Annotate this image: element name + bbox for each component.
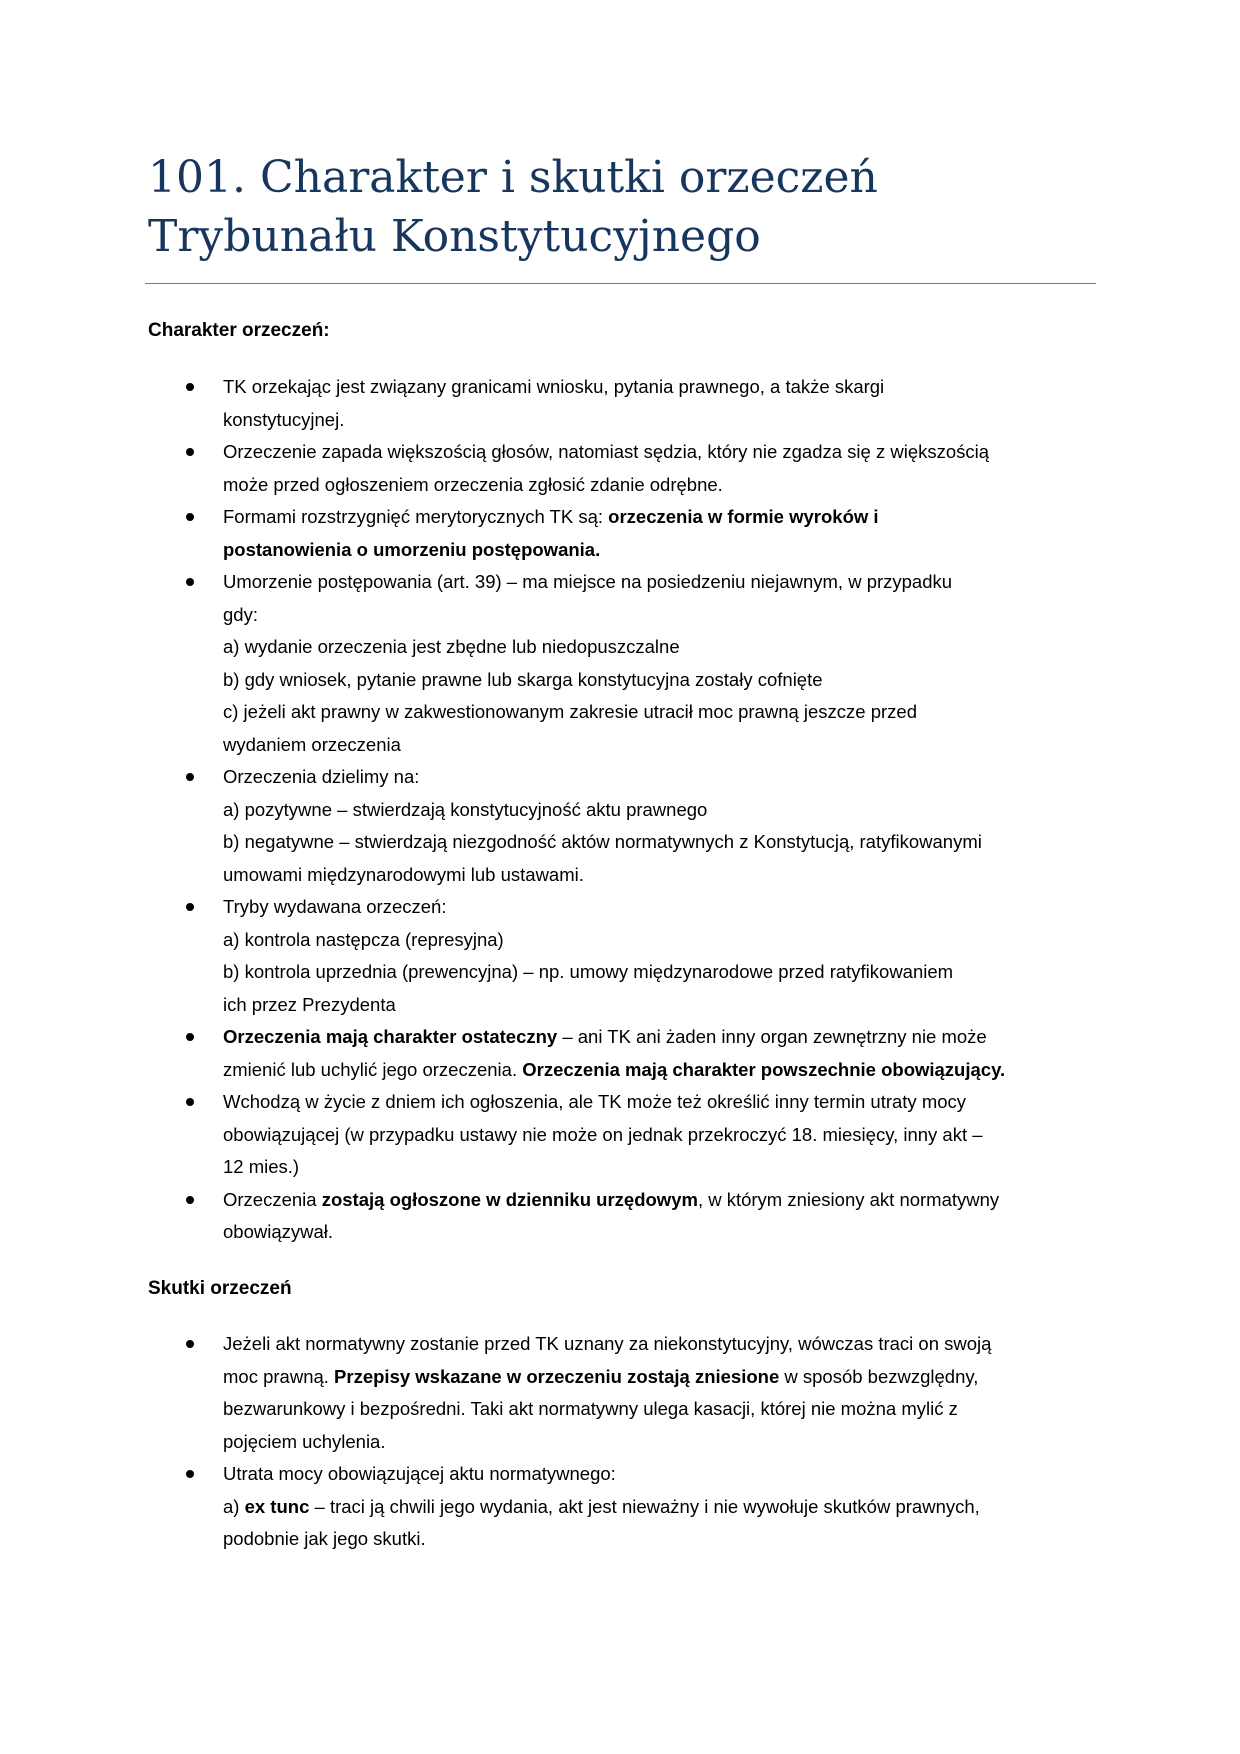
text-line: Tryby wydawana orzeczeń: <box>223 896 447 917</box>
bold-text: postanowienia o umorzeniu postępowania. <box>223 538 601 560</box>
bold-text: Przepisy wskazane w orzeczeniu zostają zniesione <box>334 1365 780 1387</box>
text-line <box>223 534 1090 567</box>
bullet-icon <box>186 1340 194 1348</box>
text-line: obowiązywał. <box>223 1221 334 1242</box>
text-line <box>223 1054 1090 1087</box>
text-line: obowiązującej (w przypadku ustawy nie może on jednak przekroczyć 18. miesięcy, inny akt – <box>223 1123 983 1145</box>
bold-text: zostają ogłoszone w dzienniku urzędowym <box>321 1188 698 1210</box>
text-line: b) negatywne – stwierdzają niezgodność aktów normatywnych z Konstytucją, ratyfikowanymi <box>223 831 982 852</box>
bullet-list-skutki <box>0 1328 1240 1556</box>
text-run: zmienić lub uchylić jego orzeczenia. <box>223 1058 523 1080</box>
text-line <box>223 1491 1090 1524</box>
list-item <box>0 436 1240 501</box>
text-line: c) jeżeli akt prawny w zakwestionowanym zakresie utracił moc prawną jeszcze przed <box>223 701 918 722</box>
document-title <box>148 148 1098 266</box>
title-line: 101. Charakter i skutki orzeczeń <box>148 152 878 203</box>
text-line <box>223 1184 1090 1217</box>
bullet-icon <box>186 1470 194 1478</box>
text-run: Orzeczenia <box>223 1188 322 1210</box>
list-item <box>0 1021 1240 1086</box>
text-line: Orzeczenie zapada większością głosów, natomiast sędzia, który nie zgadza się z większością <box>223 441 990 462</box>
text-line: pojęciem uchylenia. <box>223 1430 386 1452</box>
text-run: , w którym zniesiony akt normatywny <box>697 1188 1000 1210</box>
bullet-icon <box>186 448 194 456</box>
text-line: a) pozytywne – stwierdzają konstytucyjność aktu prawnego <box>223 798 708 820</box>
bullet-icon <box>186 1098 194 1106</box>
list-item <box>0 1086 1240 1184</box>
text-line: Orzeczenia dzielimy na: <box>223 766 420 787</box>
text-run: Formami rozstrzygnięć merytorycznych TK są: <box>223 506 609 527</box>
bullet-icon <box>186 1196 194 1204</box>
bullet-icon <box>186 513 194 521</box>
text-line: b) gdy wniosek, pytanie prawne lub skarga konstytucyjna zostały cofnięte <box>223 668 823 690</box>
text-run: moc prawną. <box>223 1365 335 1387</box>
section-heading-charakter: Charakter orzeczeń: <box>148 320 330 341</box>
text-run: – ani TK ani żaden inny organ zewnętrzny nie może <box>557 1026 987 1047</box>
text-line: b) kontrola uprzednia (prewencyjna) – np. umowy międzynarodowe przed ratyfikowaniem <box>223 961 954 982</box>
list-item <box>0 501 1240 566</box>
text-line: podobnie jak jego skutki. <box>223 1528 426 1549</box>
text-line: ich przez Prezydenta <box>223 993 396 1015</box>
list-item <box>0 1184 1240 1249</box>
text-run: – traci ją chwili jego wydania, akt jest nieważny i nie wywołuje skutków prawnych, <box>309 1495 980 1517</box>
bullet-icon <box>186 773 194 781</box>
text-line: bezwarunkowy i bezpośredni. Taki akt normatywny ulega kasacji, której nie można mylić z <box>223 1398 958 1419</box>
text-line: a) kontrola następcza (represyjna) <box>223 928 504 950</box>
text-line: a) wydanie orzeczenia jest zbędne lub niedopuszczalne <box>223 636 680 657</box>
bullet-icon <box>186 578 194 586</box>
text-line <box>223 501 1090 534</box>
bullet-icon <box>186 903 194 911</box>
list-item <box>0 1328 1240 1458</box>
text-line: TK orzekając jest związany granicami wniosku, pytania prawnego, a także skargi <box>223 376 885 397</box>
text-line: Wchodzą w życie z dniem ich ogłoszenia, ale TK może też określić inny termin utraty mocy <box>223 1091 967 1112</box>
text-line <box>223 1361 1090 1394</box>
text-run: w sposób bezwzględny, <box>779 1365 979 1387</box>
list-item <box>0 371 1240 436</box>
text-line: Utrata mocy obowiązującej aktu normatywnego: <box>223 1463 616 1484</box>
list-item <box>0 1458 1240 1556</box>
text-run: a) <box>223 1495 245 1517</box>
list-item <box>0 566 1240 761</box>
bold-text: orzeczenia w formie wyroków i <box>608 506 879 527</box>
text-line: Jeżeli akt normatywny zostanie przed TK uznany za niekonstytucyjny, wówczas traci on swoją <box>223 1333 992 1354</box>
text-line: może przed ogłoszeniem orzeczenia zgłosić zdanie odrębne. <box>223 473 723 495</box>
bold-text: ex tunc <box>244 1495 310 1517</box>
text-line: wydaniem orzeczenia <box>223 733 401 755</box>
section-heading-skutki: Skutki orzeczeń <box>148 1278 292 1299</box>
list-item <box>0 761 1240 891</box>
text-line: Umorzenie postępowania (art. 39) – ma miejsce na posiedzeniu niejawnym, w przypadku <box>223 571 953 592</box>
bold-text: Orzeczenia mają charakter ostateczny <box>223 1026 558 1047</box>
title-divider <box>145 283 1096 284</box>
text-line: konstytucyjnej. <box>223 408 345 430</box>
bullet-icon <box>186 383 194 391</box>
list-item <box>0 891 1240 1021</box>
text-line: gdy: <box>223 603 258 625</box>
text-line: 12 mies.) <box>223 1156 300 1177</box>
title-line: Trybunału Konstytucyjnego <box>148 211 761 262</box>
text-line: umowami międzynarodowymi lub ustawami. <box>223 863 584 885</box>
bullet-icon <box>186 1033 194 1041</box>
bold-text: Orzeczenia mają charakter powszechnie obowiązujący. <box>522 1058 1006 1080</box>
text-line <box>223 1021 1090 1054</box>
bullet-list-charakter <box>0 371 1240 1249</box>
